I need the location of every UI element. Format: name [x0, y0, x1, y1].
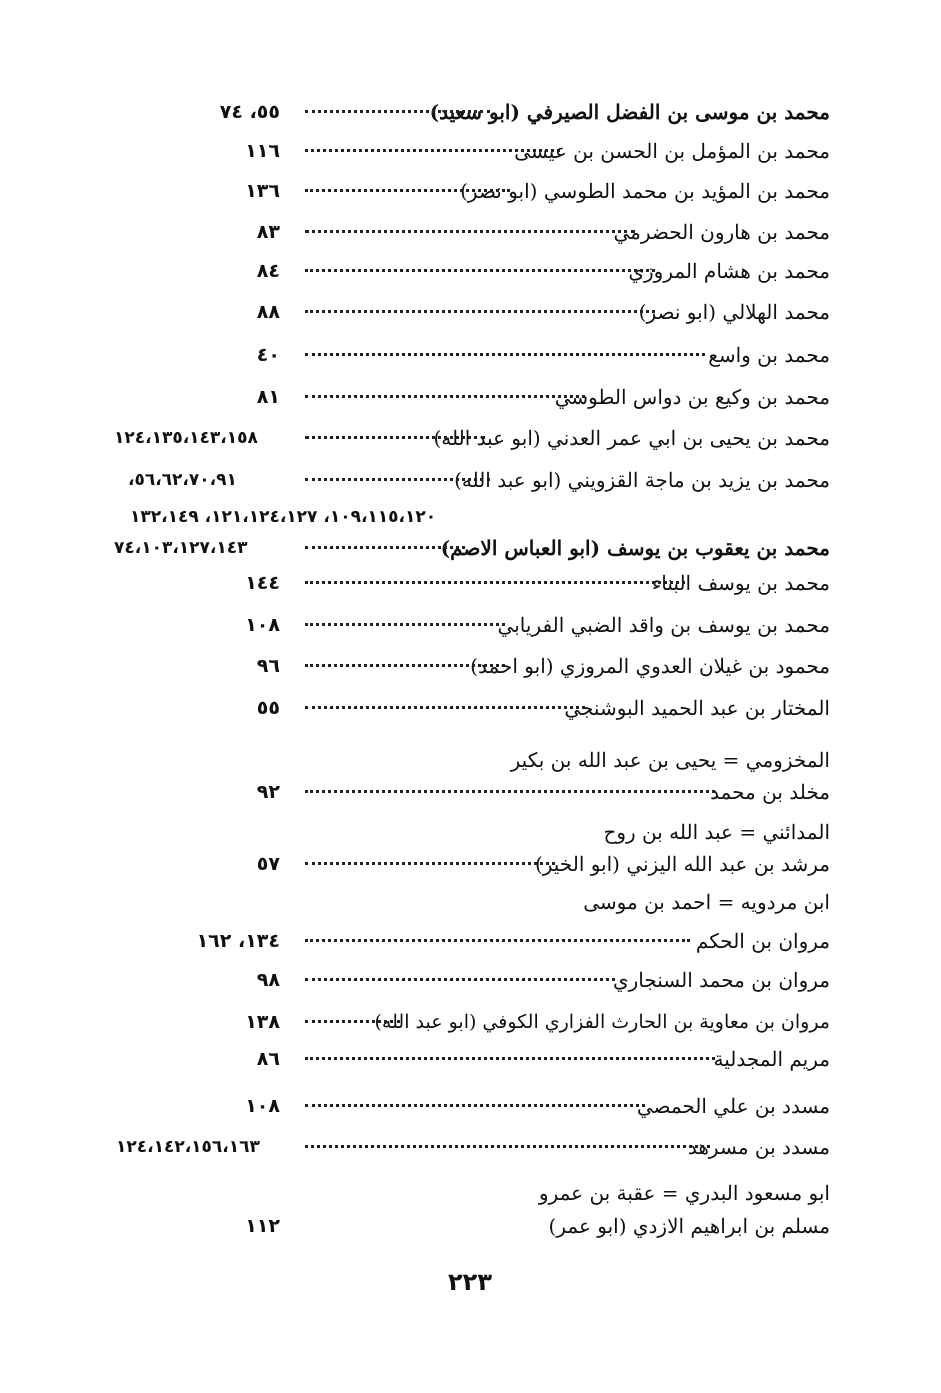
entry-pages: ٩٦ [256, 655, 280, 677]
index-entry [100, 650, 830, 682]
leader-dots [305, 939, 690, 942]
leader-dots [305, 790, 715, 793]
entry-name: ابو مسعود البدري = عقبة بن عمرو [538, 1181, 830, 1205]
leader-dots [305, 110, 490, 113]
entry-name: محمد بن موسى بن الفضل الصيرفي (ابو سعيد) [429, 100, 830, 124]
index-entry [100, 422, 830, 454]
entry-name: مرشد بن عبد الله اليزني (ابو الخير) [534, 852, 830, 876]
entry-name: مخلد بن محمد [710, 780, 830, 804]
index-entry [100, 567, 830, 599]
entry-name: مروان بن الحكم [695, 929, 830, 953]
index-entry [100, 255, 830, 287]
index-entry [100, 216, 830, 248]
entry-name: محمد الهلالي (ابو نصر) [638, 300, 830, 324]
entry-name: مسدد بن مسرهد [687, 1135, 830, 1159]
leader-dots [305, 353, 705, 356]
entry-pages: ١٣٦ [245, 180, 280, 202]
entry-pages: ٨١ [256, 386, 280, 408]
entry-pages: ١٤٤ [245, 572, 280, 594]
leader-dots [305, 546, 465, 549]
index-entry [100, 609, 830, 641]
index-entry [100, 1043, 830, 1075]
index-entry [100, 925, 830, 957]
entry-name: محمد بن واسع [708, 343, 830, 367]
entry-pages: ٨٣ [256, 221, 280, 243]
leader-dots [305, 1020, 400, 1023]
leader-dots [305, 269, 655, 272]
index-entry [100, 964, 830, 996]
entry-name: محمد بن هشام المروزي [628, 259, 830, 283]
index-entry [100, 1090, 830, 1122]
leader-dots [305, 862, 555, 865]
entry-name: ابن مردويه = احمد بن موسى [583, 890, 830, 914]
entry-name: محمود بن غيلان العدوي المروزي (ابو احمد) [470, 654, 830, 678]
entry-pages: ٨٦ [256, 1048, 280, 1070]
entry-pages: ٥٥ [256, 697, 280, 719]
index-entry [100, 339, 830, 371]
index-entry [100, 296, 830, 328]
entry-pages: ٥٥، ٧٤ [219, 101, 280, 123]
index-entry [100, 96, 830, 128]
entry-pages: ٤٠ [256, 344, 280, 366]
leader-dots [305, 149, 560, 152]
entry-name: محمد بن يزيد بن ماجة القزويني (ابو عبد الله) [454, 468, 830, 492]
entry-pages: ١١٦ [245, 140, 280, 162]
index-entry [100, 175, 830, 207]
entry-pages: ٨٤ [256, 260, 280, 282]
entry-name: محمد بن يوسف بن واقد الضبي الفريابي [497, 613, 830, 637]
cross-reference [100, 816, 830, 848]
entry-pages: ١٢٤،١٤٢،١٥٦،١٦٣ [116, 1137, 260, 1157]
entry-name: محمد بن هارون الحضرمي [613, 220, 830, 244]
entry-name: محمد بن يعقوب بن يوسف (ابو العباس الاصم) [440, 536, 830, 560]
leader-dots [305, 189, 510, 192]
entry-pages: ٧٤،١٠٣،١٢٧،١٤٣ [114, 538, 248, 558]
entry-name: محمد بن وكيع بن دواس الطوسي [554, 385, 830, 409]
leader-dots [305, 623, 505, 626]
entry-name: محمد بن يوسف البناء [651, 571, 830, 595]
leader-dots [305, 581, 685, 584]
leader-dots [305, 230, 635, 233]
index-entry [100, 532, 830, 564]
page-number: ٢٢٣ [448, 1268, 492, 1296]
cross-reference [100, 1177, 830, 1209]
entry-name: محمد بن يحيى بن ابي عمر العدني (ابو عبد الله) [433, 426, 830, 450]
index-entry [100, 776, 830, 808]
entry-pages-continued: ١٠٩،١١٥،١٢٠، ١٢١،١٢٤،١٢٧، ١٣٢،١٤٩ [130, 507, 437, 527]
entry-pages: ٩٨ [256, 969, 280, 991]
entry-name: محمد بن المؤمل بن الحسن بن عيسى [514, 139, 830, 163]
leader-dots [305, 1104, 645, 1107]
entry-name: المدائني = عبد الله بن روح [603, 820, 830, 844]
entry-pages: ١٢٤،١٣٥،١٤٣،١٥٨ [114, 428, 258, 448]
leader-dots [305, 395, 585, 398]
entry-pages: ٩٢ [256, 781, 280, 803]
index-entry [100, 1210, 830, 1242]
leader-dots [305, 978, 615, 981]
leader-dots [305, 1057, 715, 1060]
entry-name: مروان بن محمد السنجاري [612, 968, 830, 992]
entry-name: مريم المجدلية [713, 1047, 830, 1071]
entry-name: مسلم بن ابراهيم الازدي (ابو عمر) [548, 1214, 830, 1238]
cross-reference [100, 744, 830, 776]
entry-pages: ١١٢ [245, 1215, 280, 1237]
index-entry [100, 381, 830, 413]
leader-dots [305, 478, 490, 481]
entry-pages: ١٣٨ [245, 1011, 280, 1033]
index-entry [100, 1006, 830, 1038]
leader-dots [305, 1145, 710, 1148]
entry-name: محمد بن المؤيد بن محمد الطوسي (ابو نصر) [460, 179, 830, 203]
entry-name: مروان بن معاوية بن الحارث الفزاري الكوفي (ابو عبد الله) [374, 1011, 830, 1033]
leader-dots [305, 436, 485, 439]
entry-name: المخزومي = يحيى بن عبد الله بن بكير [510, 748, 830, 772]
leader-dots [305, 664, 505, 667]
index-entry [100, 464, 830, 496]
cross-reference [100, 886, 830, 918]
entry-pages: ٨٨ [256, 301, 280, 323]
index-entry [100, 135, 830, 167]
entry-name: مسدد بن علي الحمصي [636, 1094, 830, 1118]
entry-pages: ١٣٤، ١٦٢ [196, 930, 280, 952]
index-entry [100, 848, 830, 880]
entry-pages: ١٠٨ [245, 614, 280, 636]
index-entry [100, 1131, 830, 1163]
entry-pages: ٥٦،٦٢،٧٠،٩١، [128, 470, 237, 490]
entry-pages: ٥٧ [256, 853, 280, 875]
index-entry [100, 692, 830, 724]
leader-dots [305, 706, 585, 709]
leader-dots [305, 310, 655, 313]
entry-name: المختار بن عبد الحميد البوشنجي [564, 696, 830, 720]
entry-pages: ١٠٨ [245, 1095, 280, 1117]
